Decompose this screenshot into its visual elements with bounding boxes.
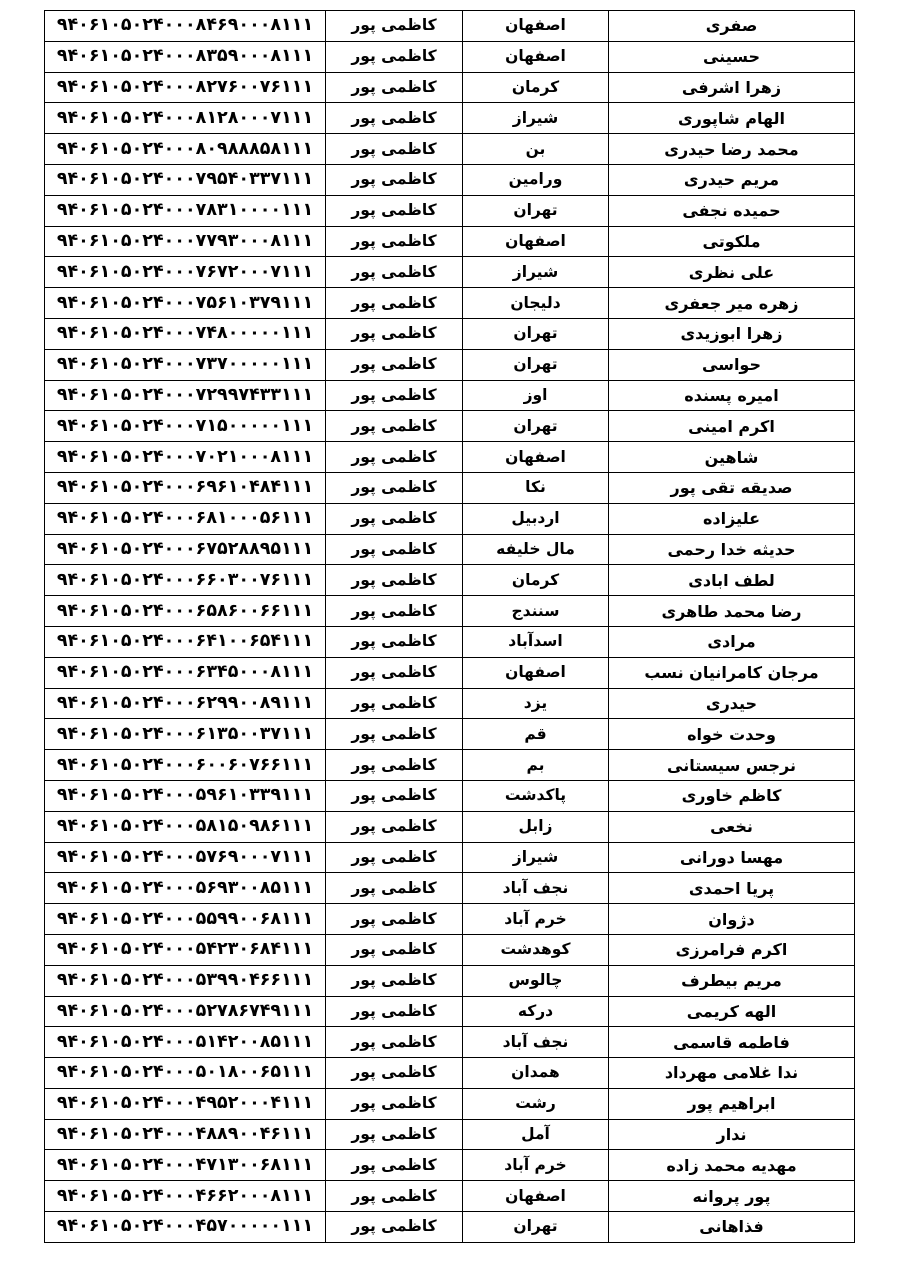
record-name-cell: حیدری [609,688,855,719]
record-title-cell: کاظمی پور [326,842,463,873]
record-id-cell: ۹۴۰۶۱۰۵۰۲۴۰۰۰۸۲۷۶۰۰۷۶۱۱۱ [45,72,326,103]
record-id-cell: ۹۴۰۶۱۰۵۰۲۴۰۰۰۶۵۸۶۰۰۶۶۱۱۱ [45,596,326,627]
record-name-cell: ندا غلامی مهرداد [609,1058,855,1089]
record-name-cell: مرجان کامرانیان نسب [609,657,855,688]
record-id-cell: ۹۴۰۶۱۰۵۰۲۴۰۰۰۶۶۰۳۰۰۷۶۱۱۱ [45,565,326,596]
table-row [45,811,855,842]
record-title-cell: کاظمی پور [326,965,463,996]
record-title-cell: کاظمی پور [326,472,463,503]
record-id-cell: ۹۴۰۶۱۰۵۰۲۴۰۰۰۴۵۷۰۰۰۰۰۱۱۱ [45,1212,326,1243]
record-name-cell: پریا احمدی [609,873,855,904]
record-title-cell: کاظمی پور [326,780,463,811]
record-title-cell: کاظمی پور [326,904,463,935]
record-title-cell: کاظمی پور [326,1119,463,1150]
record-name-cell: اکرم امینی [609,411,855,442]
record-name-cell: علیزاده [609,503,855,534]
record-id-cell: ۹۴۰۶۱۰۵۰۲۴۰۰۰۴۷۱۳۰۰۶۸۱۱۱ [45,1150,326,1181]
record-id-cell: ۹۴۰۶۱۰۵۰۲۴۰۰۰۶۲۹۹۰۰۸۹۱۱۱ [45,688,326,719]
record-title-cell: کاظمی پور [326,103,463,134]
record-city-cell: اوز [463,380,609,411]
table-row [45,41,855,72]
record-id-cell: ۹۴۰۶۱۰۵۰۲۴۰۰۰۴۸۸۹۰۰۴۶۱۱۱ [45,1119,326,1150]
record-id-cell: ۹۴۰۶۱۰۵۰۲۴۰۰۰۸۴۶۹۰۰۰۸۱۱۱ [45,11,326,42]
record-city-cell: دلیجان [463,288,609,319]
record-city-cell: بن [463,134,609,165]
record-id-cell: ۹۴۰۶۱۰۵۰۲۴۰۰۰۷۵۶۱۰۳۷۹۱۱۱ [45,288,326,319]
records-table-body [45,11,855,1243]
record-city-cell: اصفهان [463,657,609,688]
table-row [45,688,855,719]
record-title-cell: کاظمی پور [326,41,463,72]
record-id-cell: ۹۴۰۶۱۰۵۰۲۴۰۰۰۷۰۲۱۰۰۰۸۱۱۱ [45,442,326,473]
record-name-cell: الهام شاپوری [609,103,855,134]
record-id-cell: ۹۴۰۶۱۰۵۰۲۴۰۰۰۴۹۵۲۰۰۰۴۱۱۱ [45,1088,326,1119]
record-name-cell: حمیده نجفی [609,195,855,226]
record-name-cell: الهه کریمی [609,996,855,1027]
table-row [45,411,855,442]
record-title-cell: کاظمی پور [326,934,463,965]
table-row [45,103,855,134]
record-id-cell: ۹۴۰۶۱۰۵۰۲۴۰۰۰۶۹۶۱۰۴۸۴۱۱۱ [45,472,326,503]
record-title-cell: کاظمی پور [326,750,463,781]
record-title-cell: کاظمی پور [326,1088,463,1119]
record-id-cell: ۹۴۰۶۱۰۵۰۲۴۰۰۰۵۷۶۹۰۰۰۷۱۱۱ [45,842,326,873]
record-id-cell: ۹۴۰۶۱۰۵۰۲۴۰۰۰۵۹۶۱۰۳۳۹۱۱۱ [45,780,326,811]
record-id-cell: ۹۴۰۶۱۰۵۰۲۴۰۰۰۷۳۷۰۰۰۰۰۱۱۱ [45,349,326,380]
record-title-cell: کاظمی پور [326,11,463,42]
record-id-cell: ۹۴۰۶۱۰۵۰۲۴۰۰۰۷۸۳۱۰۰۰۰۱۱۱ [45,195,326,226]
table-row [45,1150,855,1181]
record-title-cell: کاظمی پور [326,164,463,195]
record-name-cell: علی نظری [609,257,855,288]
record-city-cell: خرم آباد [463,1150,609,1181]
record-title-cell: کاظمی پور [326,226,463,257]
record-title-cell: کاظمی پور [326,380,463,411]
table-row [45,472,855,503]
record-title-cell: کاظمی پور [326,318,463,349]
record-title-cell: کاظمی پور [326,1181,463,1212]
record-name-cell: ابراهیم پور [609,1088,855,1119]
record-city-cell: اردبیل [463,503,609,534]
record-title-cell: کاظمی پور [326,442,463,473]
record-name-cell: فذاهانی [609,1212,855,1243]
table-row [45,1181,855,1212]
table-row [45,657,855,688]
record-id-cell: ۹۴۰۶۱۰۵۰۲۴۰۰۰۵۳۹۹۰۴۶۶۱۱۱ [45,965,326,996]
table-row [45,842,855,873]
table-row [45,904,855,935]
record-id-cell: ۹۴۰۶۱۰۵۰۲۴۰۰۰۷۹۵۴۰۳۳۷۱۱۱ [45,164,326,195]
record-city-cell: یزد [463,688,609,719]
record-id-cell: ۹۴۰۶۱۰۵۰۲۴۰۰۰۷۲۹۹۷۴۳۳۱۱۱ [45,380,326,411]
record-id-cell: ۹۴۰۶۱۰۵۰۲۴۰۰۰۶۳۴۵۰۰۰۸۱۱۱ [45,657,326,688]
record-title-cell: کاظمی پور [326,1212,463,1243]
record-id-cell: ۹۴۰۶۱۰۵۰۲۴۰۰۰۵۲۷۸۶۷۴۹۱۱۱ [45,996,326,1027]
record-id-cell: ۹۴۰۶۱۰۵۰۲۴۰۰۰۵۱۴۲۰۰۸۵۱۱۱ [45,1027,326,1058]
record-name-cell: زهرا ابوزیدی [609,318,855,349]
record-name-cell: لطف ابادی [609,565,855,596]
record-city-cell: اصفهان [463,11,609,42]
record-name-cell: فاطمه قاسمی [609,1027,855,1058]
record-name-cell: دژوان [609,904,855,935]
record-title-cell: کاظمی پور [326,811,463,842]
record-city-cell: تهران [463,195,609,226]
table-row [45,226,855,257]
table-row [45,164,855,195]
record-title-cell: کاظمی پور [326,873,463,904]
record-title-cell: کاظمی پور [326,195,463,226]
document-sheet [44,10,854,1243]
record-title-cell: کاظمی پور [326,626,463,657]
record-title-cell: کاظمی پور [326,72,463,103]
table-row [45,288,855,319]
record-id-cell: ۹۴۰۶۱۰۵۰۲۴۰۰۰۸۱۲۸۰۰۰۷۱۱۱ [45,103,326,134]
record-title-cell: کاظمی پور [326,411,463,442]
record-name-cell: ملکوتی [609,226,855,257]
record-title-cell: کاظمی پور [326,688,463,719]
record-name-cell: رضا محمد طاهری [609,596,855,627]
record-name-cell: زهره میر جعفری [609,288,855,319]
table-row [45,719,855,750]
table-row [45,442,855,473]
record-city-cell: تهران [463,1212,609,1243]
table-row [45,257,855,288]
table-row [45,349,855,380]
record-name-cell: ندار [609,1119,855,1150]
record-id-cell: ۹۴۰۶۱۰۵۰۲۴۰۰۰۶۱۳۵۰۰۳۷۱۱۱ [45,719,326,750]
record-city-cell: اسدآباد [463,626,609,657]
record-title-cell: کاظمی پور [326,288,463,319]
record-city-cell: کرمان [463,72,609,103]
record-city-cell: شیراز [463,103,609,134]
record-city-cell: اصفهان [463,41,609,72]
record-name-cell: حسینی [609,41,855,72]
record-name-cell: مریم بیطرف [609,965,855,996]
record-city-cell: تهران [463,349,609,380]
record-name-cell: صدیقه تقی پور [609,472,855,503]
record-city-cell: بم [463,750,609,781]
record-title-cell: کاظمی پور [326,534,463,565]
record-title-cell: کاظمی پور [326,349,463,380]
table-row [45,1212,855,1243]
table-row [45,72,855,103]
record-city-cell: اصفهان [463,226,609,257]
record-id-cell: ۹۴۰۶۱۰۵۰۲۴۰۰۰۷۶۷۲۰۰۰۷۱۱۱ [45,257,326,288]
record-name-cell: مرادی [609,626,855,657]
record-title-cell: کاظمی پور [326,565,463,596]
record-city-cell: تهران [463,411,609,442]
record-title-cell: کاظمی پور [326,596,463,627]
record-city-cell: خرم آباد [463,904,609,935]
record-city-cell: اصفهان [463,442,609,473]
record-city-cell: نجف آباد [463,1027,609,1058]
record-city-cell: کرمان [463,565,609,596]
table-row [45,380,855,411]
table-row [45,1058,855,1089]
table-row [45,503,855,534]
record-id-cell: ۹۴۰۶۱۰۵۰۲۴۰۰۰۵۸۱۵۰۹۸۶۱۱۱ [45,811,326,842]
record-id-cell: ۹۴۰۶۱۰۵۰۲۴۰۰۰۶۷۵۲۸۸۹۵۱۱۱ [45,534,326,565]
record-city-cell: مال خلیفه [463,534,609,565]
table-row [45,626,855,657]
table-row [45,1027,855,1058]
table-row [45,534,855,565]
record-city-cell: نکا [463,472,609,503]
record-id-cell: ۹۴۰۶۱۰۵۰۲۴۰۰۰۴۶۶۲۰۰۰۸۱۱۱ [45,1181,326,1212]
record-id-cell: ۹۴۰۶۱۰۵۰۲۴۰۰۰۵۰۱۸۰۰۶۵۱۱۱ [45,1058,326,1089]
record-city-cell: شیراز [463,257,609,288]
record-city-cell: اصفهان [463,1181,609,1212]
record-name-cell: محمد رضا حیدری [609,134,855,165]
table-row [45,873,855,904]
record-city-cell: آمل [463,1119,609,1150]
record-city-cell: کوهدشت [463,934,609,965]
record-name-cell: نخعی [609,811,855,842]
table-row [45,11,855,42]
record-id-cell: ۹۴۰۶۱۰۵۰۲۴۰۰۰۸۰۹۸۸۸۵۸۱۱۱ [45,134,326,165]
record-city-cell: درکه [463,996,609,1027]
record-id-cell: ۹۴۰۶۱۰۵۰۲۴۰۰۰۵۴۲۳۰۶۸۴۱۱۱ [45,934,326,965]
table-row [45,195,855,226]
record-city-cell: زابل [463,811,609,842]
record-id-cell: ۹۴۰۶۱۰۵۰۲۴۰۰۰۶۸۱۰۰۰۵۶۱۱۱ [45,503,326,534]
record-title-cell: کاظمی پور [326,1058,463,1089]
record-name-cell: پور پروانه [609,1181,855,1212]
records-table [44,10,855,1243]
record-city-cell: سنندج [463,596,609,627]
record-id-cell: ۹۴۰۶۱۰۵۰۲۴۰۰۰۶۴۱۰۰۶۵۴۱۱۱ [45,626,326,657]
table-row [45,965,855,996]
record-name-cell: شاهین [609,442,855,473]
record-city-cell: چالوس [463,965,609,996]
table-row [45,134,855,165]
record-id-cell: ۹۴۰۶۱۰۵۰۲۴۰۰۰۸۳۵۹۰۰۰۸۱۱۱ [45,41,326,72]
table-row [45,1088,855,1119]
record-name-cell: صفری [609,11,855,42]
record-title-cell: کاظمی پور [326,996,463,1027]
record-name-cell: کاظم خاوری [609,780,855,811]
record-id-cell: ۹۴۰۶۱۰۵۰۲۴۰۰۰۶۰۰۶۰۷۶۶۱۱۱ [45,750,326,781]
record-city-cell: ورامین [463,164,609,195]
record-title-cell: کاظمی پور [326,719,463,750]
record-id-cell: ۹۴۰۶۱۰۵۰۲۴۰۰۰۷۷۹۳۰۰۰۸۱۱۱ [45,226,326,257]
record-title-cell: کاظمی پور [326,1150,463,1181]
record-city-cell: رشت [463,1088,609,1119]
record-city-cell: شیراز [463,842,609,873]
record-title-cell: کاظمی پور [326,1027,463,1058]
record-city-cell: نجف آباد [463,873,609,904]
record-id-cell: ۹۴۰۶۱۰۵۰۲۴۰۰۰۷۴۸۰۰۰۰۰۱۱۱ [45,318,326,349]
record-name-cell: مریم حیدری [609,164,855,195]
record-id-cell: ۹۴۰۶۱۰۵۰۲۴۰۰۰۵۵۹۹۰۰۶۸۱۱۱ [45,904,326,935]
record-name-cell: زهرا اشرفی [609,72,855,103]
record-name-cell: نرجس سیستانی [609,750,855,781]
record-name-cell: اکرم فرامرزی [609,934,855,965]
table-row [45,1119,855,1150]
record-name-cell: مهدیه محمد زاده [609,1150,855,1181]
record-name-cell: حواسی [609,349,855,380]
record-title-cell: کاظمی پور [326,657,463,688]
record-city-cell: قم [463,719,609,750]
table-row [45,596,855,627]
table-row [45,318,855,349]
record-name-cell: وحدت خواه [609,719,855,750]
record-name-cell: حدیثه خدا رحمی [609,534,855,565]
record-name-cell: مهسا دورانی [609,842,855,873]
table-row [45,934,855,965]
record-city-cell: تهران [463,318,609,349]
record-name-cell: امیره پسنده [609,380,855,411]
record-city-cell: همدان [463,1058,609,1089]
record-city-cell: پاکدشت [463,780,609,811]
record-title-cell: کاظمی پور [326,503,463,534]
record-title-cell: کاظمی پور [326,257,463,288]
table-row [45,750,855,781]
table-row [45,565,855,596]
record-title-cell: کاظمی پور [326,134,463,165]
record-id-cell: ۹۴۰۶۱۰۵۰۲۴۰۰۰۵۶۹۳۰۰۸۵۱۱۱ [45,873,326,904]
record-id-cell: ۹۴۰۶۱۰۵۰۲۴۰۰۰۷۱۵۰۰۰۰۰۱۱۱ [45,411,326,442]
table-row [45,996,855,1027]
table-row [45,780,855,811]
